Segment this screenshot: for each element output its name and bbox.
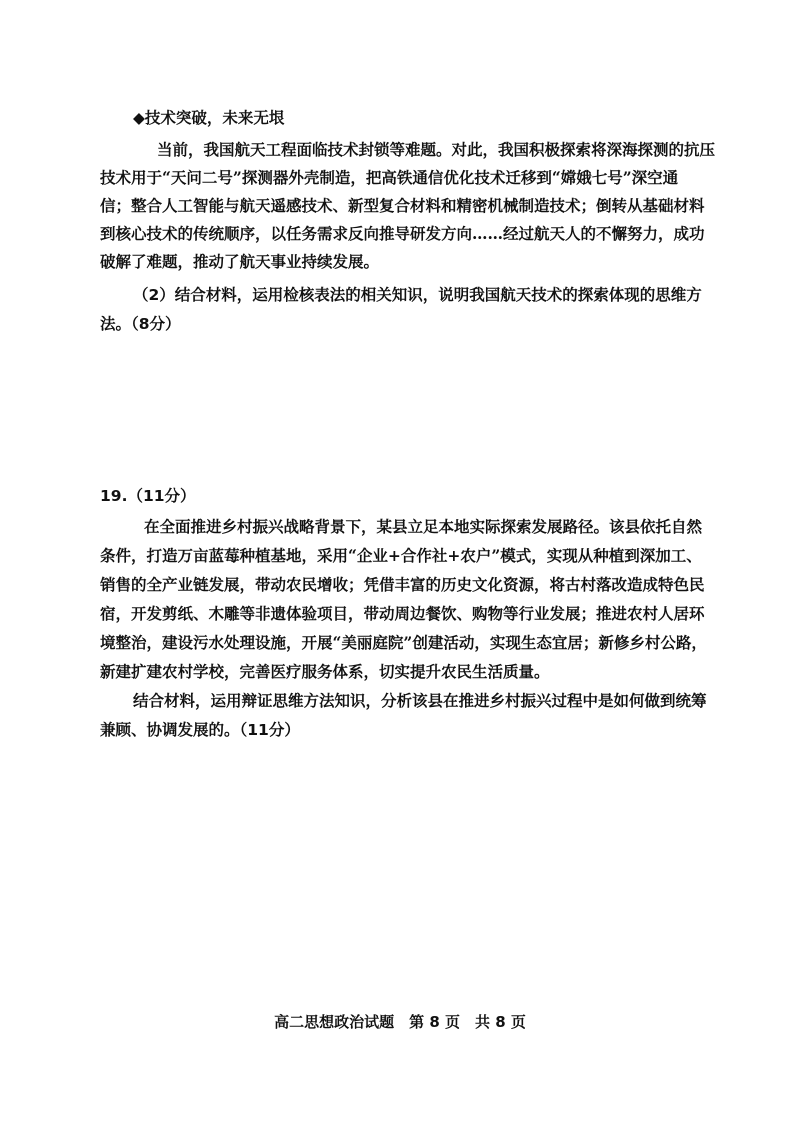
paragraph-line: 新建扩建农村学校，完善医疗服务体系，切实提升农民生活质量。: [100, 662, 550, 681]
question-line: 法。（8分）: [100, 315, 181, 333]
paragraph-line: 当前，我国航天工程面临技术封锁等难题。对此，我国积极探索将深海探测的抗压: [157, 140, 716, 159]
paragraph-line: 到核心技术的传统顺序，以任务需求反向推导研发方向……经过航天人的不懈努力，成功: [100, 224, 705, 243]
paragraph-line: 破解了难题，推动了航天事业持续发展。: [100, 252, 380, 271]
paragraph-line: 条件，打造万亩蓝莓种植基地，采用“企业+合作社+农户”模式，实现从种植到深加工、: [100, 546, 702, 565]
question-line: （2）结合材料，运用检核表法的相关知识，说明我国航天技术的探索体现的思维方: [133, 286, 702, 304]
question-line: 结合材料，运用辩证思维方法知识，分析该县在推进乡村振兴过程中是如何做到统筹: [133, 692, 707, 710]
page-footer: 高二思想政治试题 第 8 页 共 8 页: [274, 1013, 526, 1031]
paragraph-line: 销售的全产业链发展，带动农民增收；凭借丰富的历史文化资源，将古村落改造成特色民: [100, 575, 705, 594]
paragraph-line: 技术用于“天问二号”探测器外壳制造，把高铁通信优化技术迁移到“嫦娥七号”深空通: [100, 168, 679, 187]
paragraph-line: 境整治，建设污水处理设施，开展“美丽庭院”创建活动，实现生态宜居；新修乡村公路，: [100, 633, 707, 652]
paragraph-line: 宿，开发剪纸、木雕等非遗体验项目，带动周边餐饮、购物等行业发展；推进农村人居环: [100, 604, 705, 623]
paragraph-line: 信；整合人工智能与航天遥感技术、新型复合材料和精密机械制造技术；倒转从基础材料: [100, 196, 705, 215]
paragraph-line: 在全面推进乡村振兴战略背景下，某县立足本地实际探索发展路径。该县依托自然: [144, 517, 703, 536]
question-line: 兼顾、协调发展的。（11分）: [100, 721, 300, 739]
question-number: 19.（11分）: [100, 487, 196, 505]
section-heading: ◆技术突破，未来无垠: [133, 109, 285, 127]
